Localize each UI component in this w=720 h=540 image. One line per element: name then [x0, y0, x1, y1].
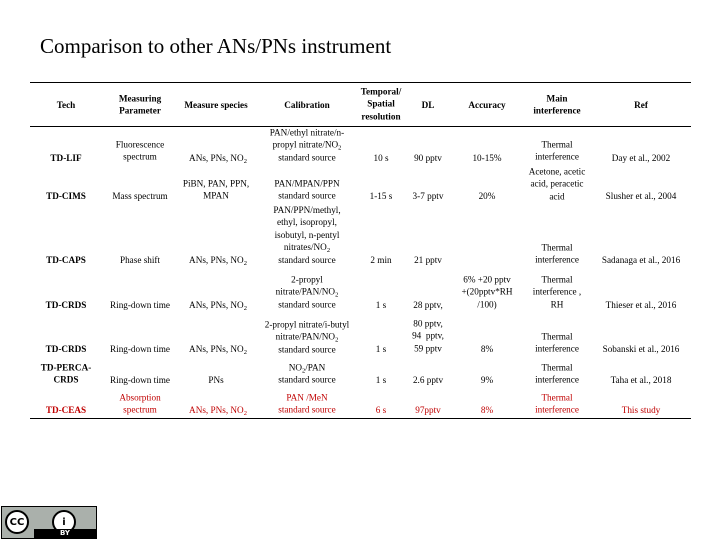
row5-calibration: 2-propyl nitrate/i-butyl nitrate/$PAN/NO_2$ standard source	[264, 319, 350, 355]
row5-species	[189, 343, 247, 355]
row6-accuracy: 9%	[480, 374, 494, 385]
row3-param: Phase shift	[119, 254, 161, 265]
row2-dl: 3-7 pptv	[412, 190, 444, 201]
row1-species	[189, 152, 247, 164]
cc-by-license-badge	[1, 506, 97, 539]
row1-param: Fluorescence spectrum	[115, 139, 165, 162]
row6-ref: Taha et al., 2018	[610, 374, 672, 385]
row1-species-text: ANs, PNs, $NO_2$	[189, 152, 247, 165]
row7-ref: This study	[621, 404, 661, 415]
row2-ref: Slusher et al., 2004	[605, 190, 677, 201]
row1-accuracy: 10-15%	[472, 152, 502, 163]
header-main-interference: Main interference	[533, 93, 581, 116]
row7-interference: Thermal interference	[535, 392, 579, 415]
header-dl: DL	[421, 99, 435, 110]
row4-dl: 28 pptv,	[413, 299, 443, 310]
row5-interference: Thermal interference	[535, 331, 579, 354]
header-measuring-parameter: Measuring Parameter	[118, 93, 162, 116]
row5-dl: 80 pptv, 94 pptv, 59 pptv	[412, 318, 444, 354]
row6-calibration: $NO_2$/PAN standard source	[278, 362, 336, 385]
row7-species	[189, 404, 247, 416]
row5-accuracy: 8%	[480, 343, 494, 354]
row5-ref: Sobanski et al., 2016	[602, 343, 680, 354]
row2-param: Mass spectrum	[112, 190, 168, 201]
row4-interference: Thermal interference , RH	[532, 274, 582, 310]
row2-accuracy: 20%	[478, 190, 496, 201]
header-measure-species: Measure species	[184, 99, 248, 110]
table-header-rule	[30, 126, 691, 127]
row6-param: Ring-down time	[110, 374, 170, 385]
row2-species: PiBN, PAN, PPN, MPAN	[182, 178, 250, 201]
row4-species-text: ANs, PNs, $NO_2$	[189, 299, 247, 312]
row3-species-text: ANs, PNs, $NO_2$	[189, 254, 247, 267]
row5-temporal: 1 s	[375, 343, 387, 354]
row7-temporal: 6 s	[375, 404, 387, 415]
row6-dl: 2.6 pptv	[412, 374, 444, 385]
cc-by-label: BY	[34, 529, 96, 538]
row6-interference: Thermal interference	[535, 362, 579, 385]
header-accuracy: Accuracy	[468, 99, 506, 110]
header-calibration: Calibration	[284, 99, 330, 110]
row6-temporal: 1 s	[375, 374, 387, 385]
row3-ref: Sadanaga et al., 2016	[601, 254, 681, 265]
row4-ref: Thieser et al., 2016	[605, 299, 677, 310]
row1-ref: Day et al., 2002	[611, 152, 671, 163]
row7-tech: TD-CEAS	[45, 404, 87, 415]
row3-calibration: PAN/PPN/methyl, ethyl, isopropyl, isobutyl, n-pentyl nitrates/$NO_2$ standard source	[273, 204, 341, 265]
row7-calibration: PAN /MeN standard source	[278, 392, 336, 415]
row4-temporal: 1 s	[375, 299, 387, 310]
cc-logo-icon: CC	[5, 510, 29, 534]
row7-species-text: ANs, PNs, $NO_2$	[189, 404, 247, 417]
row1-temporal: 10 s	[373, 152, 389, 163]
row5-param: Ring-down time	[110, 343, 170, 354]
row4-species	[189, 299, 247, 311]
header-ref: Ref	[634, 99, 648, 110]
slide-title: Comparison to other ANs/PNs instrument	[40, 34, 392, 58]
row7-param: Absorption spectrum	[119, 392, 161, 415]
row7-dl: 97pptv	[415, 404, 441, 415]
row7-accuracy: 8%	[480, 404, 494, 415]
row4-tech: TD-CRDS	[45, 299, 87, 310]
row2-calibration: PAN/MPAN/PPN standard source	[274, 178, 340, 201]
row3-species	[189, 254, 247, 266]
row2-tech: TD-CIMS	[46, 190, 86, 201]
attribution-person-icon: i	[52, 510, 76, 534]
row3-tech: TD-CAPS	[46, 254, 86, 265]
row4-param: Ring-down time	[110, 299, 170, 310]
header-tech: Tech	[56, 99, 76, 110]
header-temporal-resolution: Temporal/ Spatial resolution	[360, 86, 402, 122]
table-top-rule	[30, 82, 691, 83]
row1-dl: 90 pptv	[414, 152, 442, 163]
row3-interference: Thermal interference	[535, 242, 579, 265]
row5-tech: TD-CRDS	[45, 343, 87, 354]
row4-accuracy: 6% +20 pptv +(20pptv*RH /100)	[461, 274, 513, 310]
row3-temporal: 2 min	[370, 254, 392, 265]
row1-tech: TD-LIF	[50, 152, 82, 163]
row4-calibration: 2-propyl nitrate/$PAN/NO_2$ standard source	[275, 274, 339, 310]
row1-calibration: PAN/ethyl nitrate/n- propyl nitrate/$NO_2$ standard source	[269, 127, 345, 163]
row1-interference: Thermal interference	[535, 139, 579, 162]
row3-dl: 21 pptv	[414, 254, 442, 265]
row5-species-text: ANs, PNs, $NO_2$	[189, 343, 247, 356]
row2-temporal: 1-15 s	[369, 190, 393, 201]
row2-interference: Acetone, acetic acid, peracetic acid	[528, 166, 586, 202]
row6-tech: TD-PERCA- CRDS	[40, 362, 92, 385]
table-bottom-rule	[30, 418, 691, 419]
row6-species: PNs	[208, 374, 224, 385]
